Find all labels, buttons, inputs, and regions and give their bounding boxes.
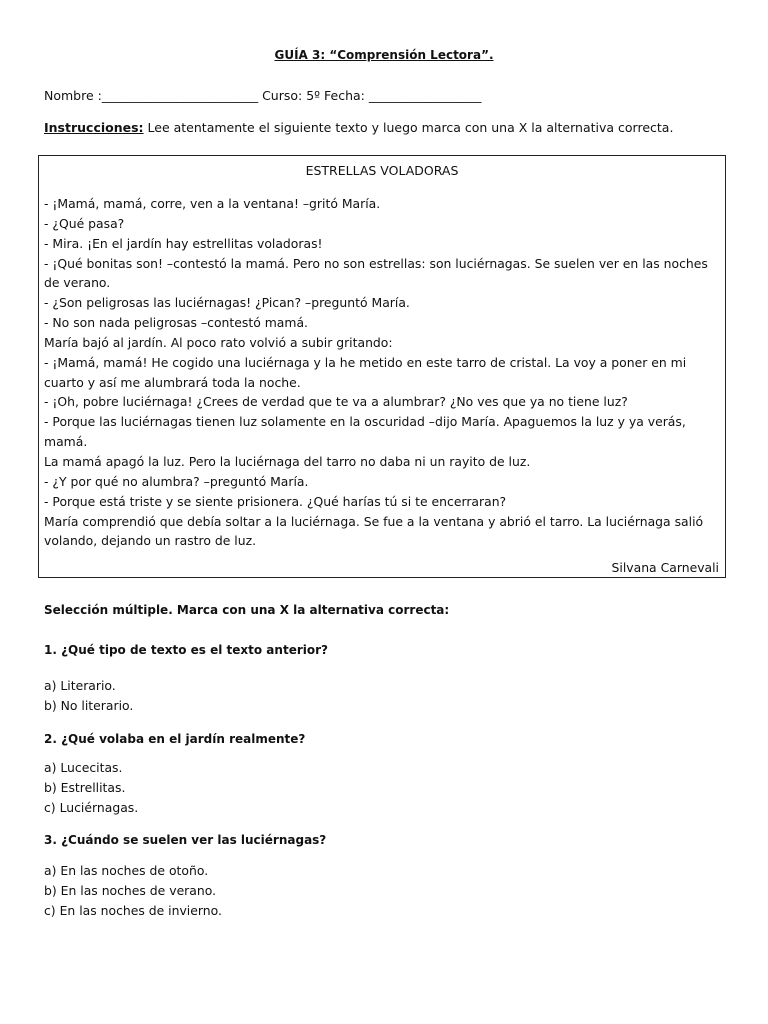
story-line: - Porque las luciérnagas tienen luz solamente en la oscuridad –dijo María. Apaguemos la luz y ya verás, <box>44 414 686 430</box>
story-line: - ¡Oh, pobre luciérnaga! ¿Crees de verdad que te va a alumbrar? ¿No ves que ya no tiene luz? <box>44 394 628 410</box>
story-line: volando, dejando un rastro de luz. <box>44 533 257 549</box>
answer-option[interactable]: a) En las noches de otoño. <box>44 863 209 878</box>
story-text <box>44 194 722 551</box>
answer-option[interactable]: b) No literario. <box>44 697 134 713</box>
answer-option[interactable]: b) En las noches de verano. <box>44 882 217 898</box>
story-line: - Porque está triste y se siente prisionera. ¿Qué harías tú si te encerraran? <box>44 493 507 509</box>
story-line: - ¡Qué bonitas son! –contestó la mamá. Pero no son estrellas: son luciérnagas. Se suelen ver en las noches <box>44 255 708 271</box>
instructions <box>44 120 734 135</box>
story-title: ESTRELLAS VOLADORAS <box>305 163 459 178</box>
story-line: La mamá apagó la luz. Pero la luciérnaga del tarro no daba ni un rayito de luz. <box>44 453 531 469</box>
story-line: María bajó al jardín. Al poco rato volvió a subir gritando: <box>44 334 393 350</box>
instructions-text: Lee atentamente el siguiente texto y luego marca con una X la alternativa correcta. <box>143 120 674 135</box>
story-line: - ¿Qué pasa? <box>44 215 125 231</box>
story-line: - ¡Mamá, mamá! He cogido una luciérnaga y la he metido en este tarro de cristal. La voy a poner en mi <box>44 354 687 370</box>
question-1-options <box>44 676 133 716</box>
quiz-heading: Selección múltiple. Marca con una X la alternativa correcta: <box>44 603 450 617</box>
story-line: - ¡Mamá, mamá, corre, ven a la ventana! –gritó María. <box>44 196 381 211</box>
story-box <box>38 155 726 578</box>
question-2: 2. ¿Qué volaba en el jardín realmente? <box>44 732 306 746</box>
story-line: mamá. <box>44 434 88 450</box>
answer-option[interactable]: a) Literario. <box>44 678 116 693</box>
question-1: 1. ¿Qué tipo de texto es el texto anterior? <box>44 643 328 657</box>
question-3-options <box>44 861 222 921</box>
answer-option[interactable]: c) Luciérnagas. <box>44 799 139 815</box>
story-line: cuarto y así me alumbrará toda la noche. <box>44 374 301 390</box>
answer-option[interactable]: a) Lucecitas. <box>44 760 123 775</box>
student-info-line: Nombre :_________________________ Curso: 5º Fecha: __________________ <box>44 88 482 103</box>
story-author: Silvana Carnevali <box>611 560 719 575</box>
answer-option[interactable]: c) En las noches de invierno. <box>44 902 222 918</box>
worksheet-title: GUÍA 3: “Comprensión Lectora”. <box>274 48 494 62</box>
answer-option[interactable]: b) Estrellitas. <box>44 779 126 795</box>
story-line: - No son nada peligrosas –contestó mamá. <box>44 315 308 331</box>
story-line: - ¿Y por qué no alumbra? –preguntó María. <box>44 473 309 489</box>
story-line: - ¿Son peligrosas las luciérnagas! ¿Pican? –preguntó María. <box>44 295 410 311</box>
story-line: - Mira. ¡En el jardín hay estrellitas voladoras! <box>44 235 323 251</box>
question-3: 3. ¿Cuándo se suelen ver las luciérnagas? <box>44 833 327 847</box>
story-line: María comprendió que debía soltar a la luciérnaga. Se fue a la ventana y abrió el tarro. La luciérnaga salió <box>44 513 704 529</box>
instructions-label: Instrucciones: <box>44 120 144 135</box>
question-2-options <box>44 758 138 818</box>
story-line: de verano. <box>44 275 111 291</box>
